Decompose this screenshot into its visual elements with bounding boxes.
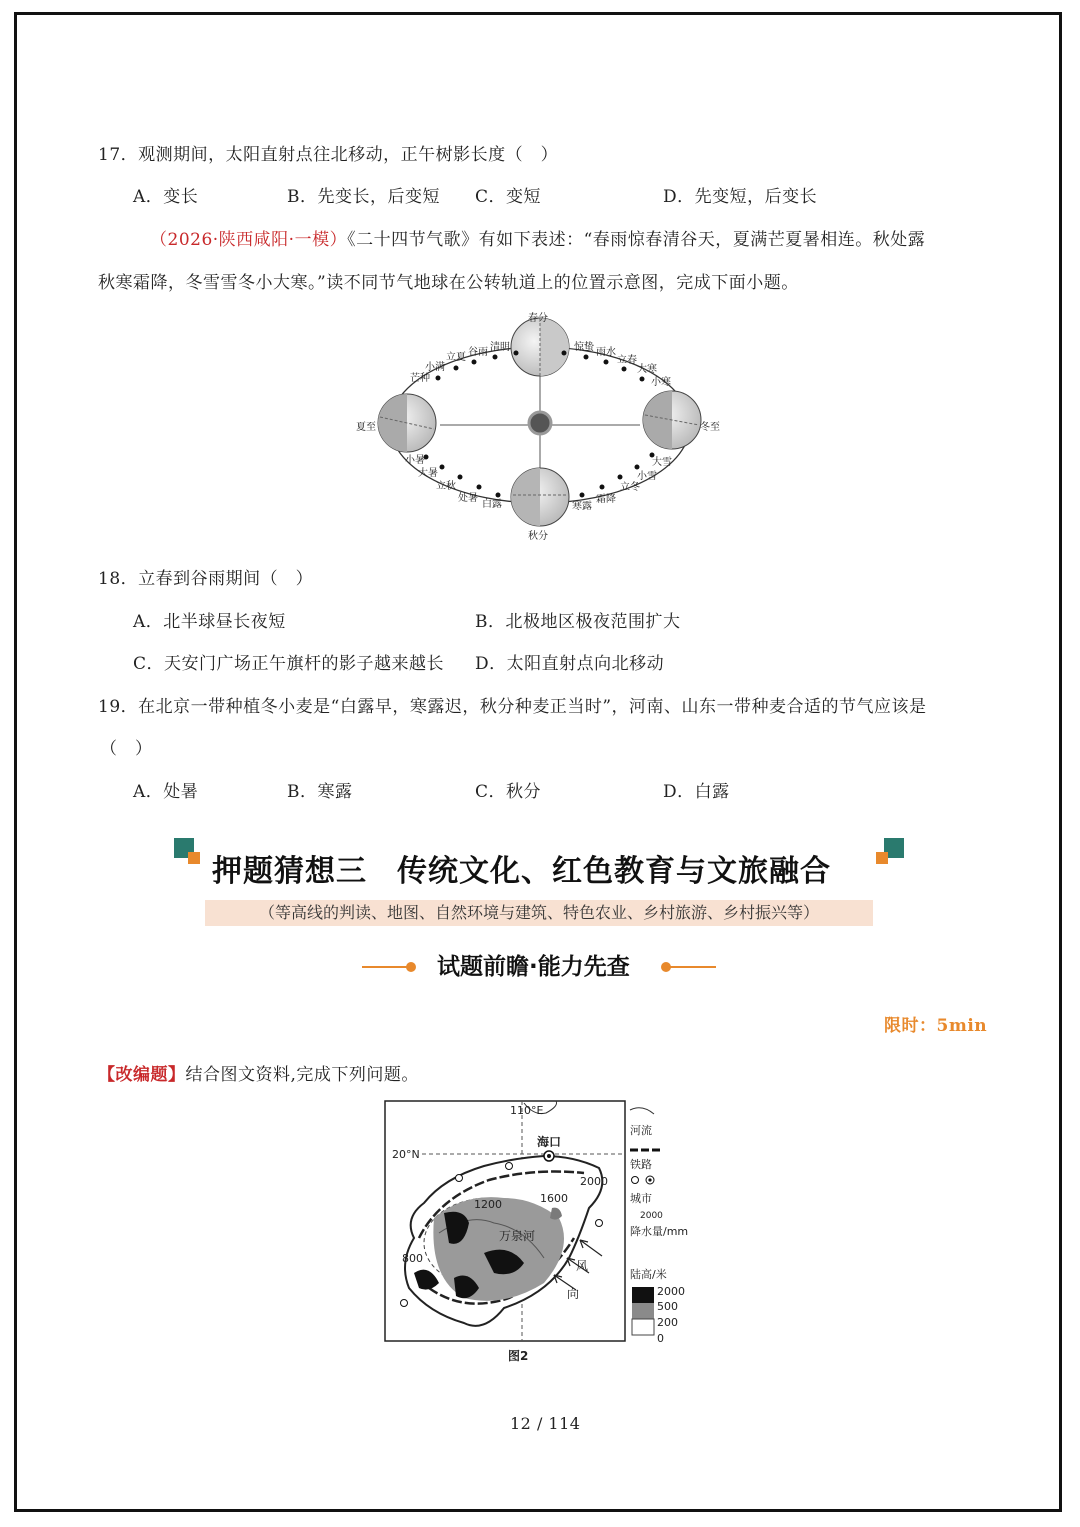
q18-option-b: B．北极地区极夜范围扩大 [475,612,681,632]
intro-line-1 [150,225,925,250]
legend-precip: 降水量/mm [630,1225,689,1238]
isohyet-800: 800 [402,1252,423,1265]
q19-option-c: C．秋分 [475,782,542,802]
label-lixia: 立夏 [446,352,466,363]
legend-level-500: 500 [657,1300,678,1313]
intro-text-1: 《二十四节气歌》有如下表述：“春雨惊春清谷天，夏满芒夏暑相连。秋处露 [347,230,926,250]
map-river: 万泉河 [499,1229,536,1243]
section-subtitle: （等高线的判读、地图、自然环境与建筑、特色农业、乡村旅游、乡村振兴等） [205,900,873,926]
label-lichun: 立春 [617,355,637,366]
wind-label-2: 向 [567,1287,580,1301]
isohyet-1200: 1200 [474,1198,502,1211]
globe-spring [511,318,569,376]
label-xiaoxue: 小雪 [637,471,657,482]
globe-winter [643,391,701,449]
banner-decor-right-2 [876,852,888,864]
intro-line-2: 秋寒霜降，冬雪雪冬小大寒。”读不同节气地球在公转轨道上的位置示意图，完成下面小题。 [98,273,799,293]
legend-railway: 铁路 [630,1158,652,1171]
globe-autumn [511,468,569,526]
intro-source: （2026·陕西咸阳·一模） [150,230,348,250]
q17-option-c: C．变短 [475,187,542,207]
legend-city: 城市 [630,1192,652,1205]
caption-dot-left [406,962,416,972]
legend-elev: 陆高/米 [630,1268,667,1281]
q18-option-d: D．太阳直射点向北移动 [475,654,665,674]
caption-line-left [362,966,410,968]
banner-decor-left-2 [188,852,200,864]
label-xiaohan: 小寒 [651,377,671,388]
label-hanlu: 寒露 [572,501,592,512]
page-number: 12 / 114 [510,1414,581,1433]
map-legend [630,1108,688,1345]
section-title-a: 押题猜想三 [212,854,367,889]
map-city: 海口 [537,1135,562,1149]
map-lon: 110°E [510,1104,544,1117]
isohyet-1600: 1600 [540,1192,568,1205]
q19-option-b: B．寒露 [287,782,353,802]
q18-stem: 18．立春到谷雨期间（ ） [98,569,314,589]
legend-level-0: 0 [657,1332,664,1345]
label-bailu: 白露 [482,499,502,510]
task-line [98,1060,419,1085]
label-spring: 春分 [528,313,548,324]
q17-stem: 17．观测期间，太阳直射点往北移动，正午树影长度（ ） [98,145,559,165]
task-text: 结合图文资料,完成下列问题。 [185,1065,419,1085]
section-title [212,846,831,890]
label-winter: 冬至 [700,422,720,433]
q17-option-b: B．先变长，后变短 [287,187,440,207]
legend-level-200: 200 [657,1316,678,1329]
label-autumn: 秋分 [528,531,548,542]
label-mangzhong: 芒种 [410,373,430,384]
label-qingming: 清明 [490,342,510,353]
wind-label-1: 风 [576,1259,589,1273]
legend-level-2000: 2000 [657,1285,685,1298]
label-guyu: 谷雨 [468,347,488,358]
isohyet-2000: 2000 [580,1175,608,1188]
q19-option-d: D．白露 [663,782,730,802]
q17-option-a: A．变长 [133,187,199,207]
q19-option-a: A．处暑 [133,782,199,802]
orbit-diagram [350,305,730,543]
globe-summer [378,394,436,452]
label-liqiu: 立秋 [436,481,456,492]
map-lat: 20°N [392,1148,420,1161]
label-xiaoman: 小满 [425,362,445,373]
label-dahan: 大寒 [637,364,657,375]
q17-option-d: D．先变短，后变长 [663,187,818,207]
section-caption: 试题前瞻·能力先查 [437,954,630,980]
label-daxue: 大雪 [652,457,672,468]
legend-isohyet-sample: 2000 [640,1211,663,1221]
q18-option-c: C．天安门广场正午旗杆的影子越来越长 [133,654,445,674]
q18-option-a: A．北半球昼长夜短 [133,612,286,632]
label-xiaoshu: 小暑 [405,455,425,466]
q19-stem-1: 19．在北京一带种植冬小麦是“白露早，寒露迟，秋分种麦正当时”，河南、山东一带种麦合适的节气应该是 [98,697,927,717]
label-shuangjiang: 霜降 [596,494,616,505]
time-limit: 限时：5min [884,1016,988,1036]
label-yushui: 雨水 [596,347,616,358]
q19-stem-2: （ ） [100,739,153,759]
hainan-map [384,1098,704,1366]
caption-line-right [668,966,716,968]
map-caption: 图2 [508,1349,529,1363]
label-lidong: 立冬 [620,482,640,493]
task-tag: 【改编题】 [98,1065,186,1085]
legend-river: 河流 [630,1124,652,1137]
label-chushu: 处暑 [458,493,478,504]
label-dashu: 大暑 [418,468,438,479]
label-jingzhe: 惊蛰 [574,342,594,353]
section-title-b: 传统文化、红色教育与文旅融合 [397,854,831,889]
sun-icon [529,412,551,434]
label-summer: 夏至 [356,422,376,433]
